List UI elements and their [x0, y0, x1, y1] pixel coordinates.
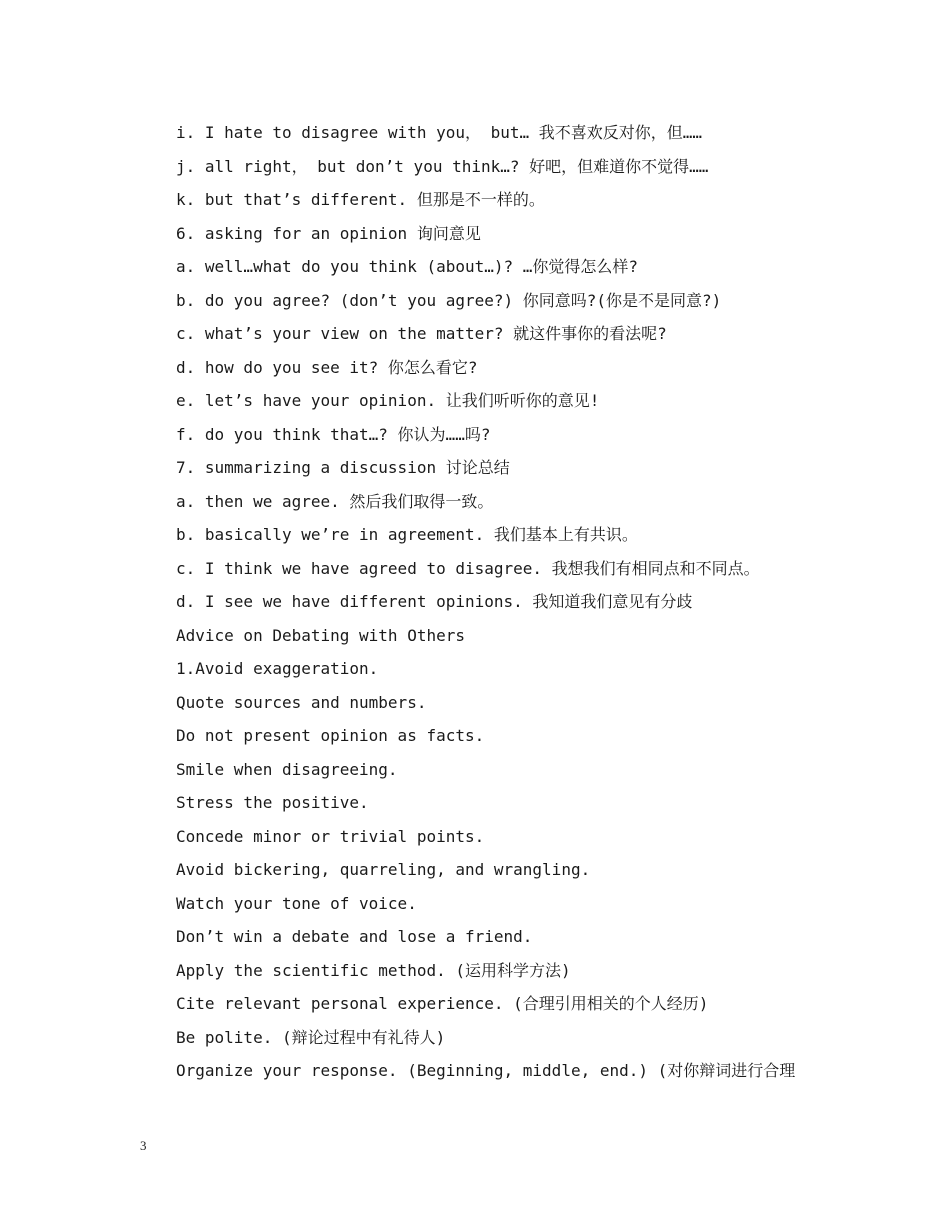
text-line: Watch your tone of voice. — [176, 893, 417, 913]
section-heading: 6. asking for an opinion 询问意见 — [176, 223, 481, 243]
text-line: Don’t win a debate and lose a friend. — [176, 927, 533, 946]
text-line: Cite relevant personal experience. (合理引用相关的个人经历) — [176, 994, 709, 1013]
text-line: Concede minor or trivial points. — [176, 826, 485, 846]
text-line: j. all right， but don’t you think…? 好吧，但难道你不觉得…… — [176, 156, 709, 176]
text-line: c. I think we have agreed to disagree. 我想我们有相同点和不同点。 — [176, 558, 760, 578]
text-line: a. well…what do you think (about…)? …你觉得怎么样? — [176, 257, 639, 276]
section-heading: 7. summarizing a discussion 讨论总结 — [176, 458, 510, 477]
text-line: d. how do you see it? 你怎么看它? — [176, 357, 478, 377]
section-heading: Advice on Debating with Others — [176, 625, 465, 645]
text-line: Be polite. (辩论过程中有礼待人) — [176, 1027, 446, 1047]
text-line: a. then we agree. 然后我们取得一致。 — [176, 491, 494, 511]
text-line: c. what’s your view on the matter? 就这件事你的看法呢? — [176, 324, 667, 343]
text-line: f. do you think that…? 你认为……吗? — [176, 424, 491, 444]
text-line: b. basically we’re in agreement. 我们基本上有共识。 — [176, 525, 638, 544]
text-line: Apply the scientific method. (运用科学方法) — [176, 960, 571, 980]
text-line: 1.Avoid exaggeration. — [176, 659, 379, 678]
text-line: Stress the positive. — [176, 793, 369, 812]
text-line: i. I hate to disagree with you， but… 我不喜欢反对你，但…… — [176, 123, 703, 142]
text-line: Quote sources and numbers. — [176, 692, 427, 712]
text-line: Smile when disagreeing. — [176, 759, 398, 779]
page-content — [176, 116, 876, 1088]
text-line: d. I see we have different opinions. 我知道我们意见有分歧 — [176, 592, 693, 611]
text-line: Avoid bickering, quarreling, and wrangling. — [176, 860, 591, 879]
page-number: 3 — [140, 1138, 147, 1153]
text-line: e. let’s have your opinion. 让我们听听你的意见! — [176, 391, 600, 410]
text-line: Organize your response. (Beginning, middle, end.) (对你辩词进行合理 — [176, 1061, 796, 1080]
text-line: k. but that’s different. 但那是不一样的。 — [176, 190, 545, 209]
text-line: Do not present opinion as facts. — [176, 726, 485, 745]
text-line: b. do you agree? (don’t you agree?) 你同意吗?(你是不是同意?) — [176, 290, 722, 310]
